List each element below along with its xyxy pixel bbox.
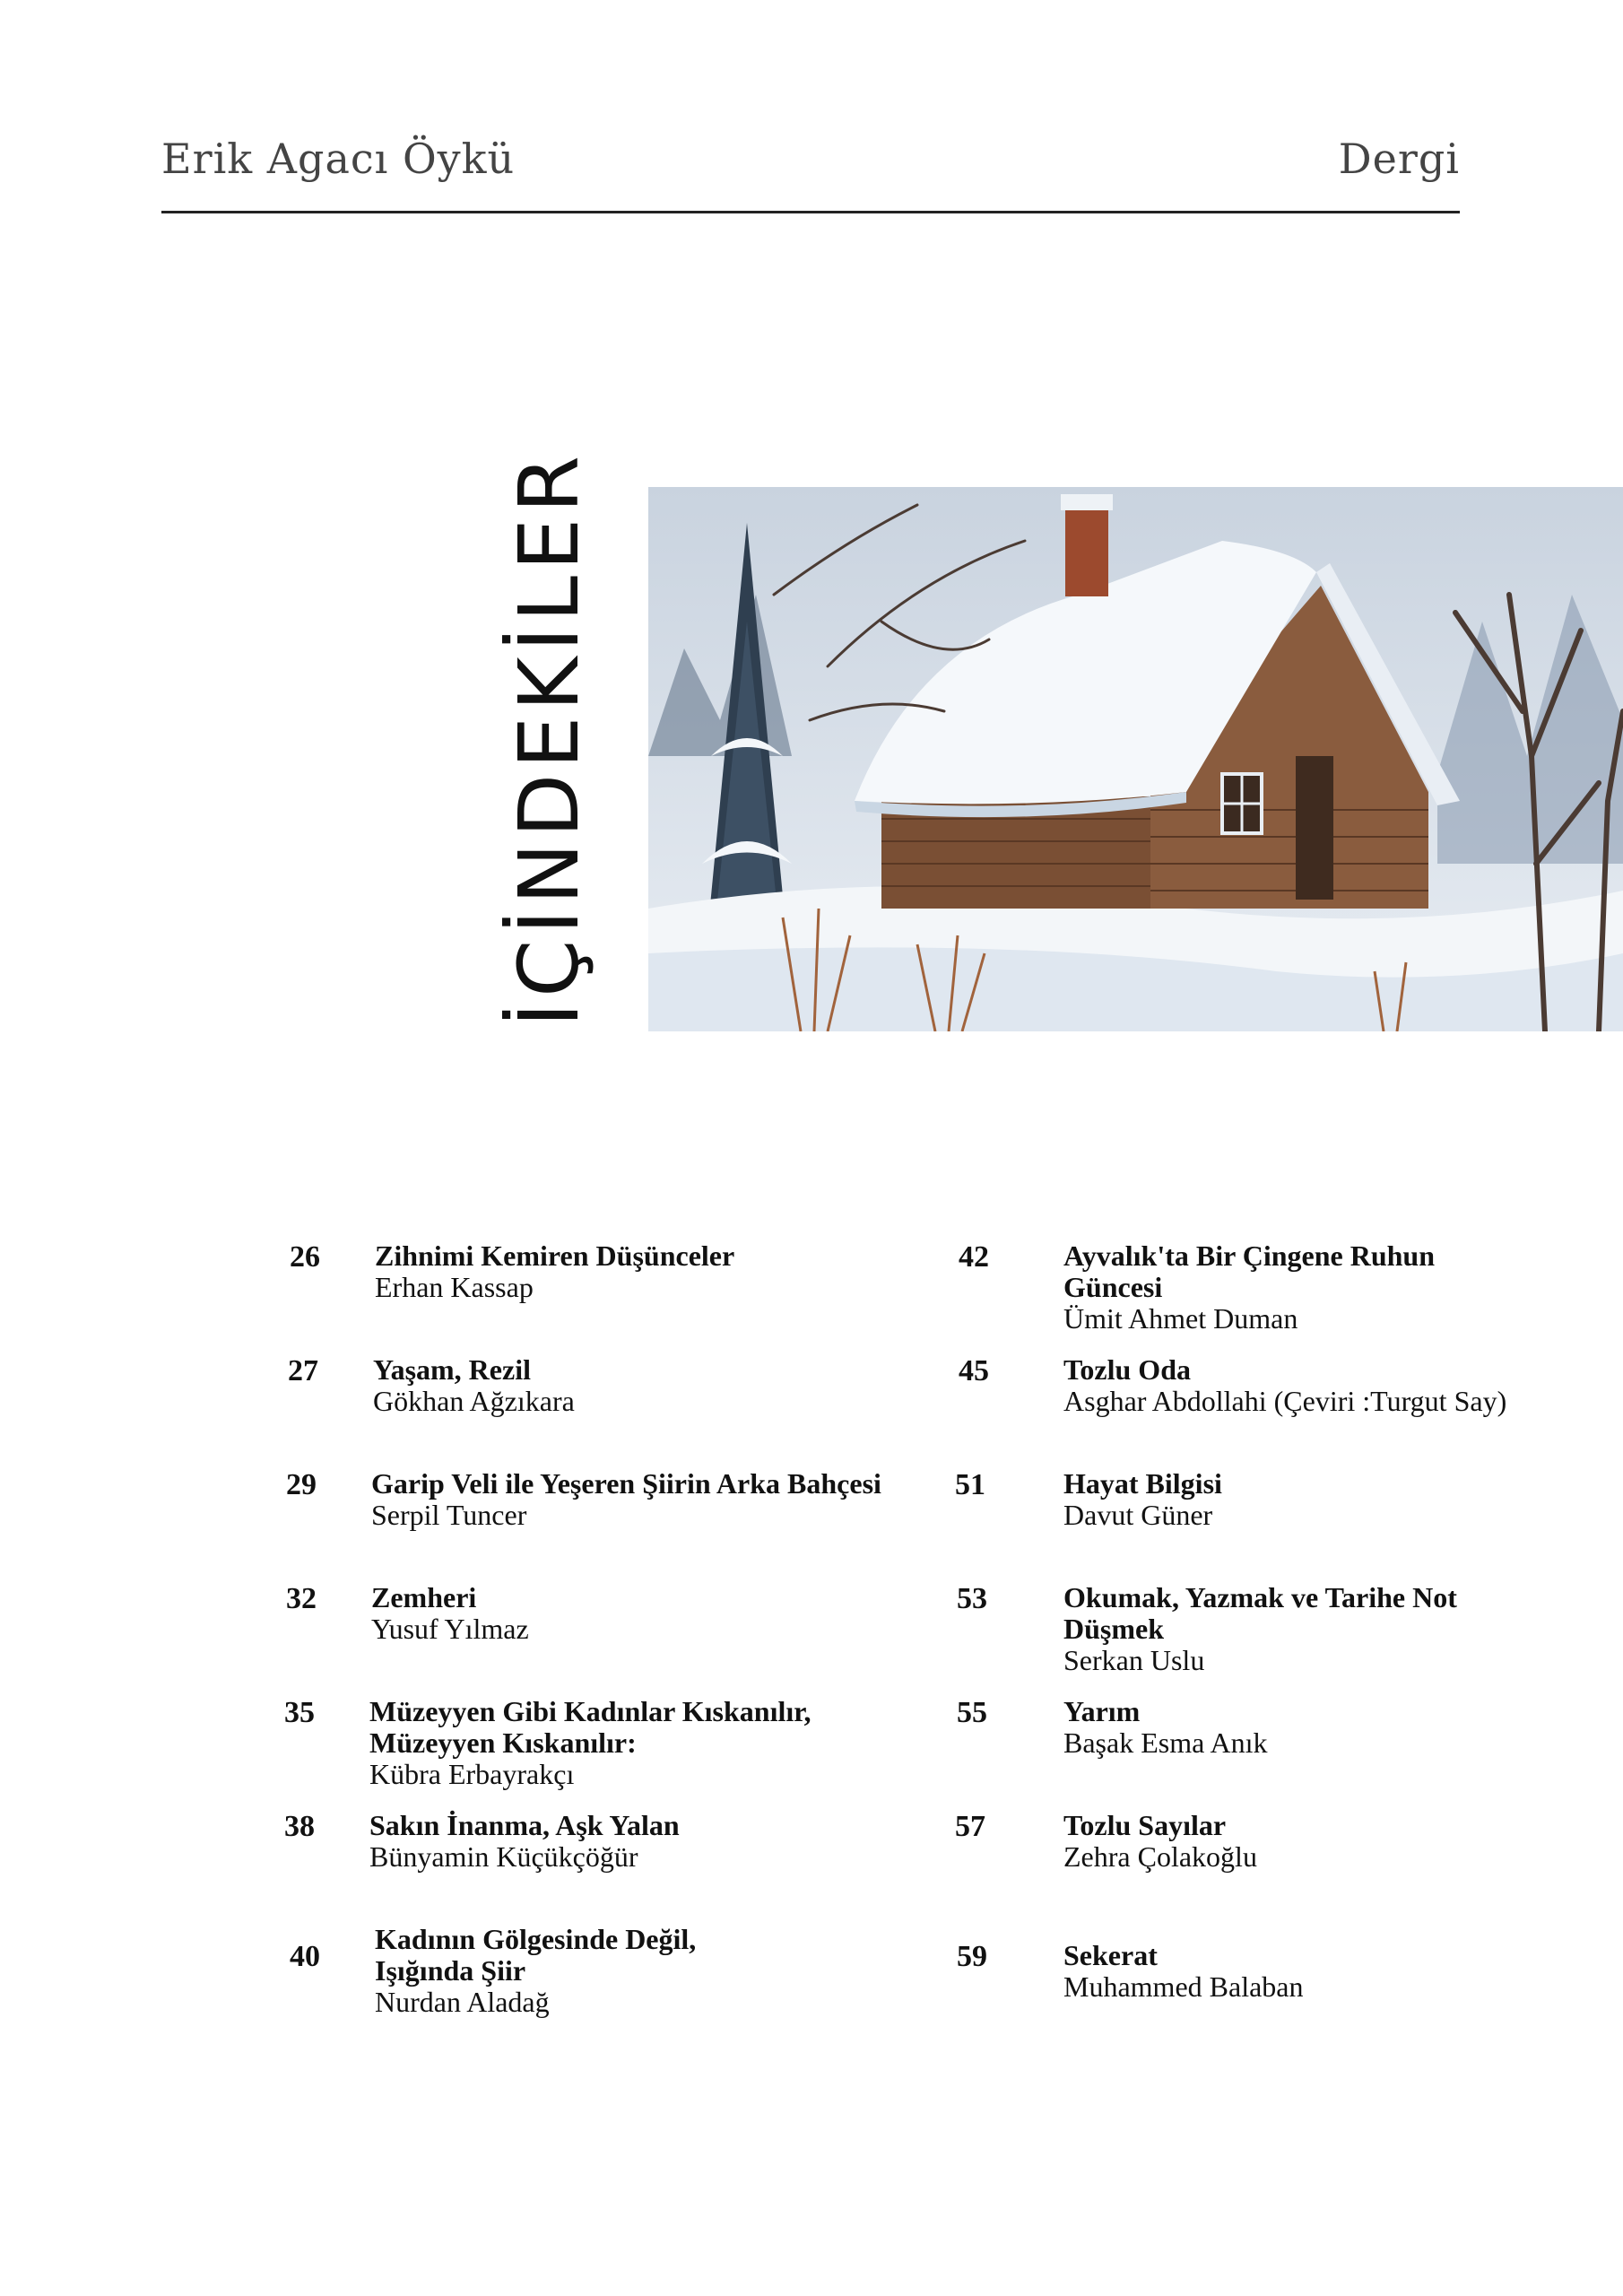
magazine-label: Dergi xyxy=(1338,135,1460,183)
page-number: 51 xyxy=(955,1468,985,1501)
entry-author: Zehra Çolakoğlu xyxy=(1063,1840,1257,1873)
entry-title: Tozlu Sayılar xyxy=(1063,1809,1227,1841)
page-number: 53 xyxy=(957,1582,987,1615)
entry-author: Nurdan Aladağ xyxy=(375,1986,550,2018)
page-number: 32 xyxy=(286,1582,317,1615)
magazine-name: Erik Agacı Öykü xyxy=(161,135,516,183)
page-number: 27 xyxy=(288,1354,318,1387)
page-number: 42 xyxy=(959,1240,989,1274)
entry-author: Serkan Uslu xyxy=(1063,1644,1205,1676)
page-number: 35 xyxy=(284,1696,315,1729)
page-number: 45 xyxy=(959,1354,989,1387)
entry-author: Başak Esma Anık xyxy=(1063,1726,1268,1759)
entry-title: Müzeyyen Gibi Kadınlar Kıskanılır, Müzeyyen Kıskanılır: xyxy=(369,1695,812,1759)
page-number: 59 xyxy=(957,1940,987,1973)
page-number: 40 xyxy=(290,1940,320,1973)
entry-title: Garip Veli ile Yeşeren Şiirin Arka Bahçesi xyxy=(371,1467,881,1500)
toc-title: İÇİNDEKİLER xyxy=(501,449,597,1027)
entry-title: Sekerat xyxy=(1063,1939,1158,1971)
entry-author: Muhammed Balaban xyxy=(1063,1970,1304,2003)
entry-title: Hayat Bilgisi xyxy=(1063,1467,1222,1500)
entry-title: Okumak, Yazmak ve Tarihe Not Düşmek xyxy=(1063,1581,1457,1645)
page-number: 38 xyxy=(284,1810,315,1843)
entry-title: Yaşam, Rezil xyxy=(373,1353,531,1386)
page-number: 26 xyxy=(290,1240,320,1274)
entry-title: Sakın İnanma, Aşk Yalan xyxy=(369,1809,680,1841)
entry-author: Asghar Abdollahi (Çeviri :Turgut Say) xyxy=(1063,1385,1507,1417)
entry-author: Bünyamin Küçükçöğür xyxy=(369,1840,638,1873)
page-number: 29 xyxy=(286,1468,317,1501)
entry-author: Erhan Kassap xyxy=(375,1271,534,1303)
entry-title: Zemheri xyxy=(371,1581,477,1613)
entry-title: Zihnimi Kemiren Düşünceler xyxy=(375,1239,735,1272)
snowy-cabin-illustration xyxy=(648,487,1623,1031)
entry-author: Davut Güner xyxy=(1063,1499,1213,1531)
entry-title: Yarım xyxy=(1063,1695,1141,1727)
entry-author: Yusuf Yılmaz xyxy=(371,1613,529,1645)
entry-title: Ayvalık'ta Bir Çingene Ruhun Güncesi xyxy=(1063,1239,1436,1303)
entry-author: Gökhan Ağzıkara xyxy=(373,1385,575,1417)
entry-title: Kadının Gölgesinde Değil, Işığında Şiir xyxy=(375,1923,697,1987)
entry-author: Kübra Erbayrakçı xyxy=(369,1758,575,1790)
header-divider xyxy=(161,211,1460,213)
entry-author: Ümit Ahmet Duman xyxy=(1063,1302,1298,1335)
entry-title: Tozlu Oda xyxy=(1063,1353,1191,1386)
page-number: 55 xyxy=(957,1696,987,1729)
entry-author: Serpil Tuncer xyxy=(371,1499,527,1531)
page-number: 57 xyxy=(955,1810,985,1843)
